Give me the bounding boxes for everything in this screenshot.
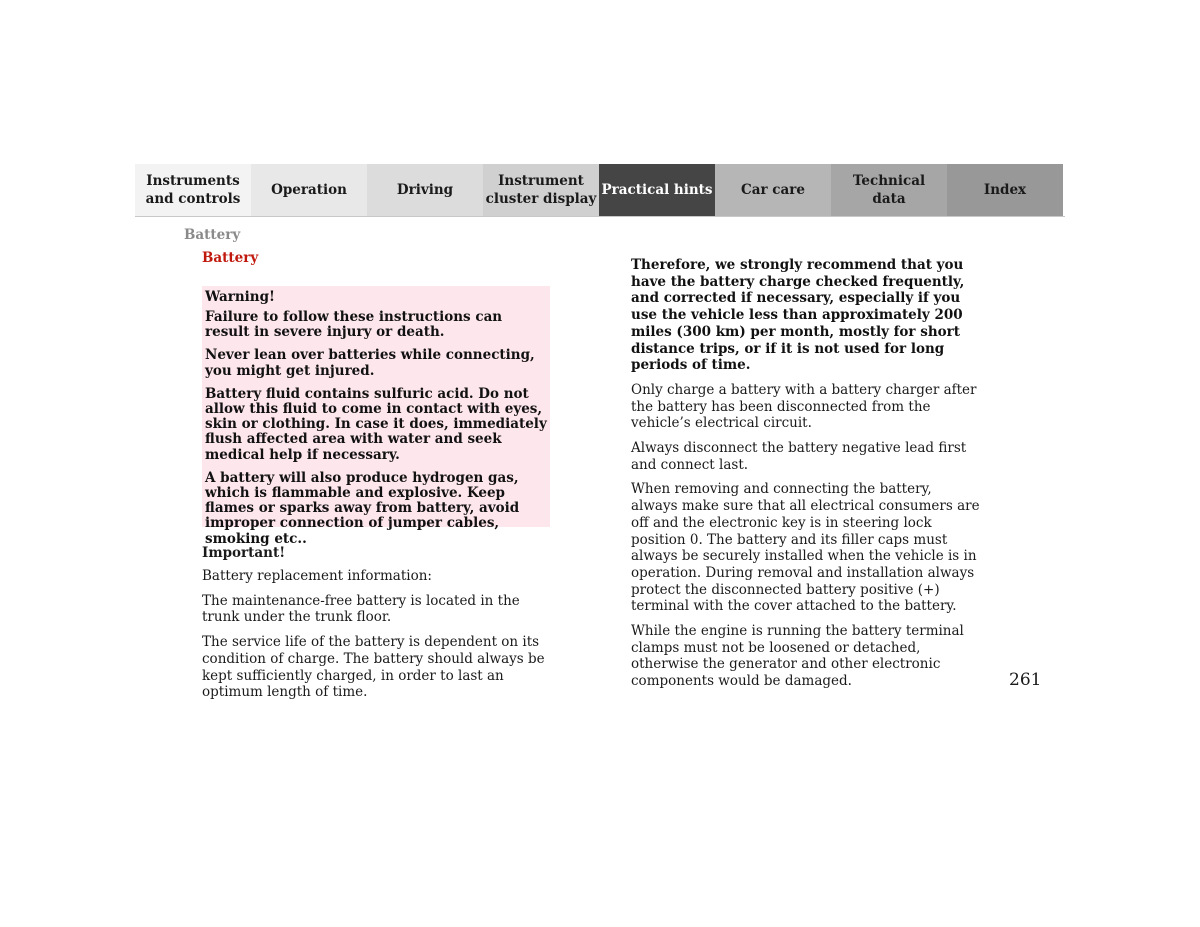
important-label: Important! [202, 545, 286, 561]
warning-paragraph: A battery will also produce hydrogen gas, which is flammable and explosive. Keep flames or sparks away from battery, avoid improper connection of jumper cables, smoking etc.. [205, 469, 520, 547]
body-paragraph: Always disconnect the battery negative lead first and connect last. [631, 440, 967, 473]
tab-technical-data[interactable]: Technical data [831, 164, 947, 216]
tab-driving[interactable]: Driving [367, 164, 483, 216]
warning-box [202, 286, 550, 547]
body-paragraph: When removing and connecting the battery, always make sure that all electrical consumers are off and the electronic key is in steering lock position 0. The battery and its filler caps must always be securely installed when the vehicle is in operation. During removal and installation always protect the disconnected battery positive (+) terminal with the cover attached to the battery. [631, 481, 980, 615]
tab-index[interactable]: Index [947, 164, 1063, 216]
section-tab-bar [135, 164, 1065, 217]
left-column [202, 544, 552, 709]
tab-car-care[interactable]: Car care [715, 164, 831, 216]
section-title: Battery [202, 250, 259, 266]
warning-heading: Warning! [205, 289, 275, 305]
warning-paragraph: Battery fluid contains sulfuric acid. Do not allow this fluid to come in contact with eyes, skin or clothing. In case it does, immediately flush affected area with water and seek medical help if necessary. [205, 385, 547, 463]
body-paragraph: While the engine is running the battery terminal clamps must not be loosened or detached, otherwise the generator and other electronic components would be damaged. [631, 623, 964, 690]
tab-practical-hints[interactable]: Practical hints [599, 164, 715, 216]
recommendation-paragraph: Therefore, we strongly recommend that you have the battery charge checked frequently, and corrected if necessary, especially if you use the vehicle less than approximately 200 miles (300 km) per month, mostly for short distance trips, or if it is not used for long periods of time. [631, 257, 965, 374]
body-paragraph: The maintenance-free battery is located in the trunk under the trunk floor. [202, 592, 520, 626]
body-paragraph: Battery replacement information: [202, 568, 432, 584]
tab-instrument-cluster-display[interactable]: Instrument cluster display [483, 164, 599, 216]
tab-operation[interactable]: Operation [251, 164, 367, 216]
warning-paragraph: Never lean over batteries while connecting, you might get injured. [205, 347, 535, 379]
right-column [631, 257, 981, 698]
page-number: 261 [1009, 670, 1042, 690]
body-paragraph: The service life of the battery is dependent on its condition of charge. The battery should always be kept sufficiently charged, in order to last an optimum length of time. [202, 634, 545, 701]
warning-paragraph: Failure to follow these instructions can result in severe injury or death. [205, 309, 503, 341]
body-paragraph: Only charge a battery with a battery charger after the battery has been disconnected from the vehicle’s electrical circuit. [631, 381, 977, 432]
tab-instruments-and-controls[interactable]: Instruments and controls [135, 164, 251, 216]
running-head: Battery [184, 227, 241, 243]
